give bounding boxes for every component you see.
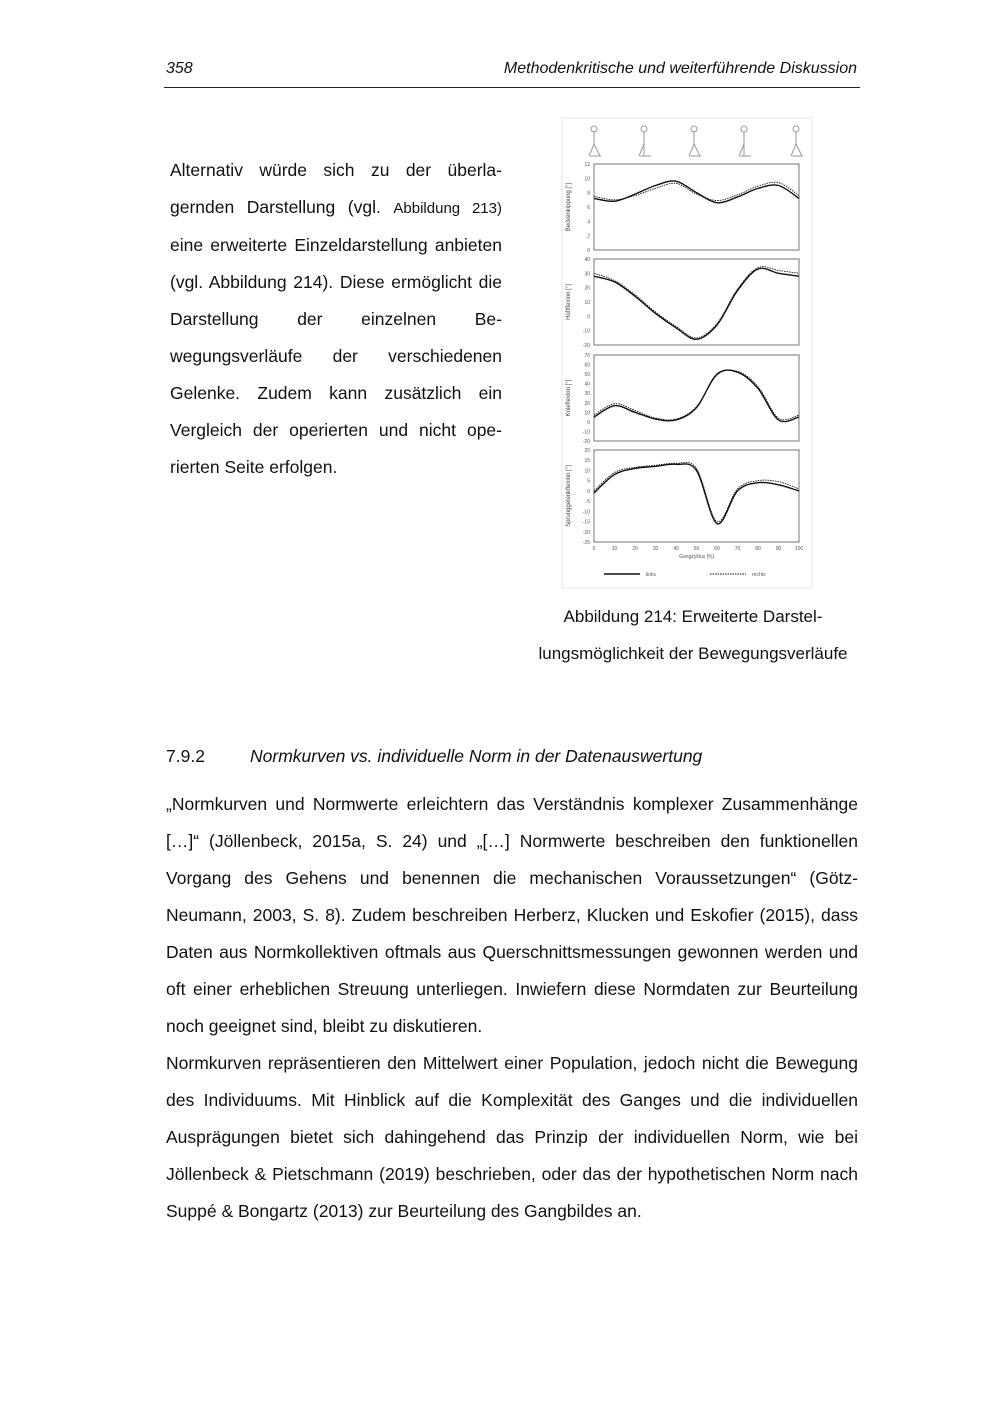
x-tick-label: 40 <box>673 546 679 552</box>
y-tick-label: 5 <box>587 478 590 485</box>
header-divider <box>164 87 860 88</box>
body-text <box>166 786 858 1230</box>
x-axis-label: Gangzyklus [%] <box>679 554 714 560</box>
body-paragraph: „Normkurven und Normwerte erleichtern das Verständnis komplexer Zusammenhänge […]“ (Jöllenbeck, 2015a, S. 24) und „[…] Normwerte beschreiben den funktionellen Vorgang des Gehens und benennen die mechanischen Voraussetzungen“ (Götz-Neumann, 2003, S. 8). Zudem beschreiben Herberz, Klucken und Eskofier (2015), dass Daten aus Normkollektiven oftmals aus Querschnittsmessungen gewonnen werden und oft einer erheblichen Streuung unterliegen. Inwiefern diese Normdaten zur Beurteilung noch geeignet sind, bleibt zu diskutieren. <box>166 794 858 1036</box>
x-tick-label: 100 <box>794 546 804 552</box>
x-tick-label: 30 <box>652 546 659 552</box>
y-tick-label: 6 <box>587 205 590 211</box>
x-tick-label: 0 <box>592 546 596 552</box>
y-tick-label: 50 <box>584 372 590 379</box>
y-tick-label: 0 <box>587 248 590 254</box>
figure-frame <box>562 118 812 588</box>
figure-caption: Abbildung 214: Erweiterte Darstellungsmöglichkeit der Bewegungsverläufe <box>538 607 848 663</box>
page-number: 358 <box>166 60 193 77</box>
y-tick-label: -25 <box>582 540 590 546</box>
y-tick-label: -10 <box>582 509 590 516</box>
y-tick-label: 2 <box>587 233 590 240</box>
y-tick-label: -20 <box>582 529 590 536</box>
y-tick-label: -5 <box>585 499 590 506</box>
body-paragraph: Normkurven repräsentieren den Mittelwert einer Population, jedoch nicht die Bewegung des Individuums. Mit Hinblick auf die Komplexität des Ganges und die individuellen Ausprägungen bietet sich dahingehend das Prinzip der individuellen Norm, wie bei Jöllenbeck & Pietschmann (2019) beschrieben, oder das der hypothetischen Norm nach Suppé & Bongartz (2013) zur Beurteilung des Gangbildes an. <box>166 1053 858 1221</box>
y-axis-label: Knieflexion [°] <box>566 379 572 417</box>
series-line-links <box>594 181 799 203</box>
y-tick-label: 10 <box>584 468 590 475</box>
y-tick-label: -10 <box>582 429 590 436</box>
x-tick-label: 60 <box>714 546 720 552</box>
section-heading <box>166 746 702 767</box>
section-number: 7.9.2 <box>166 746 205 766</box>
series-line-links <box>594 464 799 524</box>
plot-area <box>594 450 799 542</box>
y-tick-label: 0 <box>587 488 590 495</box>
walking-figure-icon <box>589 126 601 156</box>
y-tick-label: 40 <box>584 257 590 263</box>
y-tick-label: 20 <box>584 285 590 292</box>
x-tick-label: 90 <box>775 546 782 552</box>
walking-figure-icon <box>639 126 651 156</box>
y-tick-label: 60 <box>584 362 590 369</box>
gait-chart <box>552 116 824 592</box>
walking-figure-icon <box>739 126 751 156</box>
y-tick-label: 10 <box>584 300 590 306</box>
y-tick-label: -15 <box>582 519 590 526</box>
series-line-links <box>594 268 799 339</box>
y-tick-label: 4 <box>587 219 590 226</box>
intro-text-before: Alternativ würde sich zu der überlagernden Darstellung (vgl. <box>170 160 502 217</box>
walking-figure-icon <box>689 126 701 156</box>
section-title: Normkurven vs. individuelle Norm in der Datenauswertung <box>250 746 703 766</box>
plot-area <box>594 355 799 441</box>
y-tick-label: 0 <box>587 419 590 426</box>
y-tick-label: 20 <box>584 400 590 407</box>
intro-text-after: eine erweiterte Einzeldarstellung anbieten (vgl. Abbildung 214). Diese ermöglicht die Darstellung der einzelnen Bewegungsverläufe der verschiedenen Gelenke. Zudem kann zusätzlich ein Vergleich der operierten und nicht operierten Seite erfolgen. <box>170 235 502 477</box>
legend-label: links <box>646 572 657 578</box>
y-axis-label: Beckenkippung [°] <box>566 182 572 232</box>
series-line-links <box>594 370 799 422</box>
y-tick-label: -20 <box>582 439 590 445</box>
y-tick-label: 30 <box>584 391 590 398</box>
y-tick-label: 20 <box>584 448 590 454</box>
x-tick-label: 50 <box>693 546 700 552</box>
y-tick-label: 0 <box>587 314 590 321</box>
y-tick-label: -10 <box>582 328 590 335</box>
y-tick-label: 10 <box>584 176 590 183</box>
y-tick-label: 30 <box>584 271 590 278</box>
intro-figure-reference: Abbildung 213) <box>393 200 502 217</box>
y-tick-label: 40 <box>584 381 590 388</box>
x-tick-label: 80 <box>755 546 761 552</box>
running-title: Methodenkritische und weiterführende Diskussion <box>503 60 857 77</box>
walking-figure-icon <box>791 126 803 156</box>
series-line-rechts <box>594 267 799 338</box>
y-tick-label: 15 <box>584 458 590 465</box>
y-tick-label: -20 <box>582 343 590 349</box>
legend-label: rechts <box>752 572 766 578</box>
figure-gait-curves <box>552 116 824 592</box>
y-tick-label: 8 <box>587 190 590 197</box>
plot-area <box>594 259 799 345</box>
y-axis-label: Hüftflexion [°] <box>566 284 572 320</box>
series-line-rechts <box>594 370 799 420</box>
intro-paragraph <box>170 152 502 486</box>
y-tick-label: 10 <box>584 410 590 417</box>
x-tick-label: 70 <box>734 546 741 552</box>
plot-area <box>594 164 799 250</box>
x-tick-label: 10 <box>611 546 618 552</box>
y-tick-label: 70 <box>584 353 590 359</box>
y-axis-label: Sprunggelenkflexion [°] <box>566 465 572 527</box>
x-tick-label: 20 <box>632 546 638 552</box>
y-tick-label: 12 <box>584 162 590 168</box>
